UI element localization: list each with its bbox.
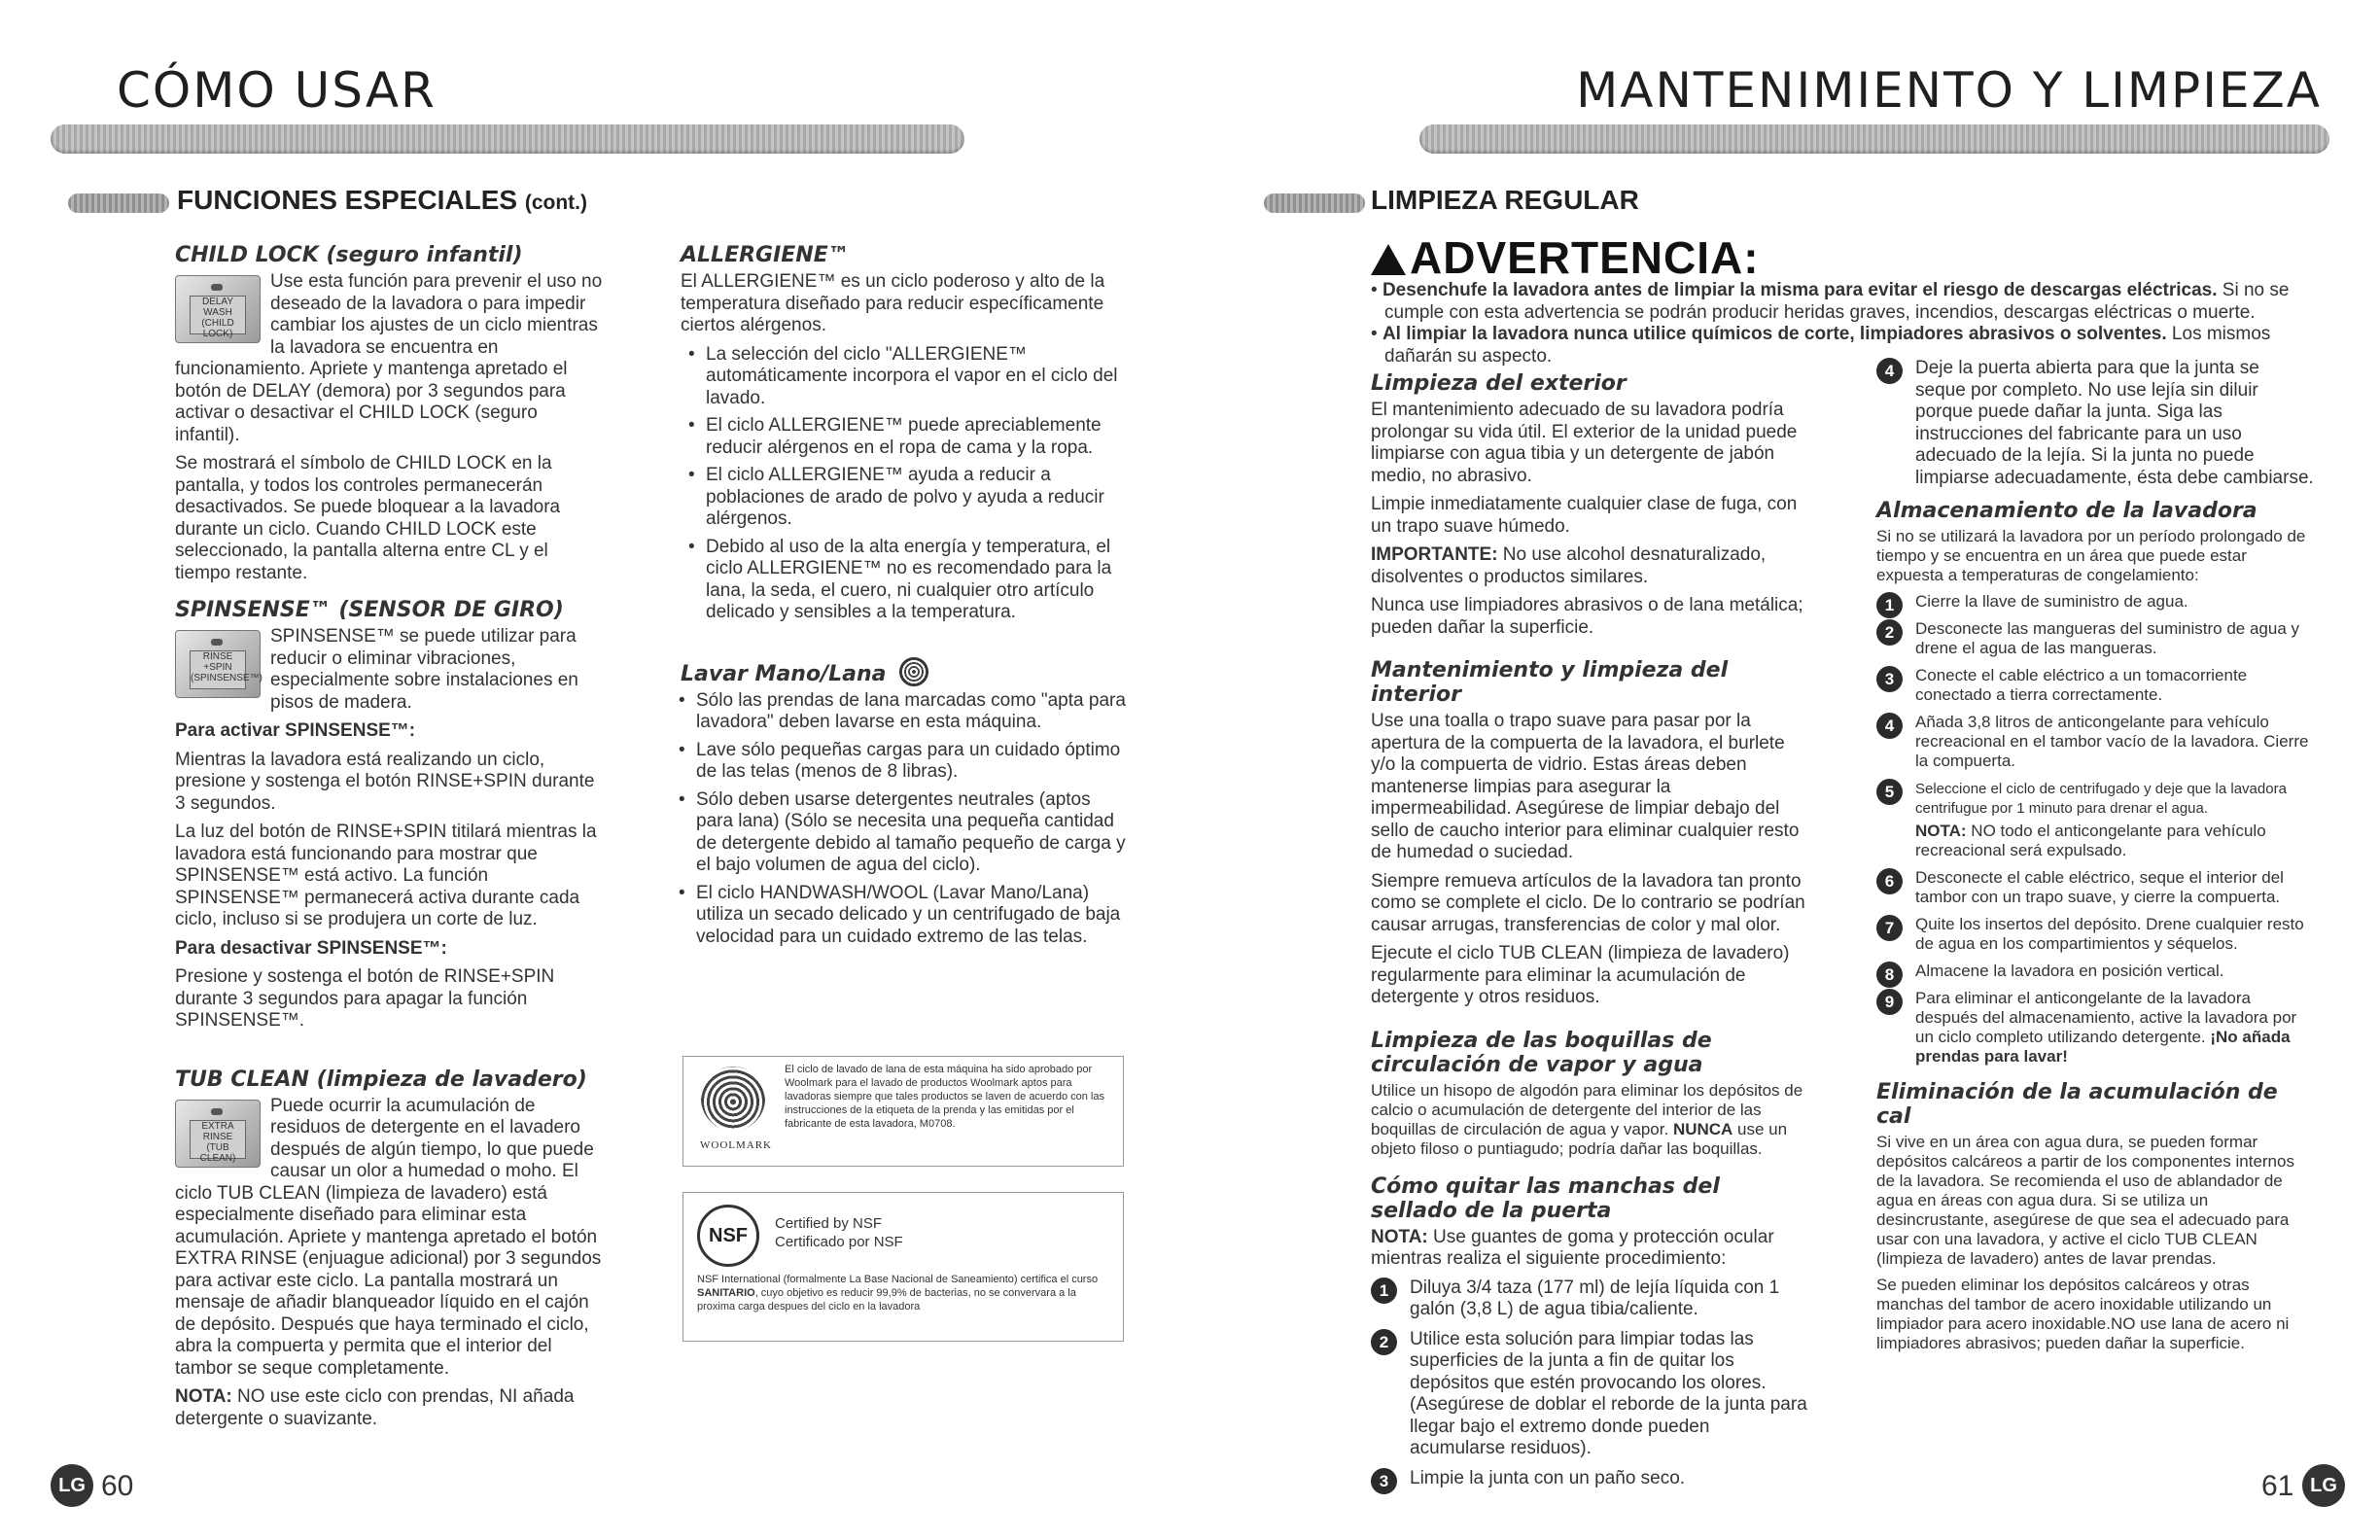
exterior-p3: IMPORTANTE: No use alcohol desnaturalizado, disolventes o productos similares.: [1371, 544, 1767, 587]
woolmark-text: El ciclo de lavado de lana de esta máquina ha sido aprobado por Woolmark para el lavado de productos Woolmark aptos para lavadoras siempre que tales productos se laven de acuerdo con las instrucciones de la etiqueta de la prenda y las emitidas por el fabricante de esta lavadora, M0708.: [785, 1064, 1104, 1130]
cal-heading: Eliminación de la acumulación de cal: [1876, 1080, 2278, 1129]
exterior-p4: Nunca use limpiadores abrasivos o de lana metálica; pueden dañar la superficie.: [1371, 595, 1803, 638]
interior-heading: Mantenimiento y limpieza del interior: [1371, 658, 1729, 707]
list-item: • Sólo las prendas de lana marcadas como "apta para lavadora" deben lavarse en esta máquina.: [696, 690, 1128, 734]
nsf-box: [682, 1192, 1124, 1342]
nsf-text: NSF International (formalmente La Base Nacional de Saneamiento) certifica el curso SANITARIO, cuyo objetivo es reducir 99,9% de bacterias, no se convervara a la proxima carga despues del ciclo en la lavadora: [697, 1274, 1099, 1312]
lg-logo-left: LG: [51, 1464, 93, 1507]
manchas-note: NOTA: Use guantes de goma y protección ocular mientras realiza el siguiente procedimiento:: [1371, 1226, 1774, 1269]
woolmark-box: [682, 1056, 1124, 1167]
tub-clean-p1: EXTRA RINSE (TUB CLEAN) Puede ocurrir la acumulación de residuos de detergente en el lavadero después de algún tiempo, lo que puede causar un olor a humedad o moho. El ciclo TUB CLEAN (limpieza de lavadero) está especialmente diseñado para eliminar esta acumulación. Apriete y mantenga apretado el botón EXTRA RINSE (enjuague adicional) por 3 segundos para activar este ciclo. La pantalla mostrará un mensaje de añadir blanqueador líquido en el cajón de depósito. Después que haya terminado el ciclo, abra la compuerta y permita que el interior del tambor se seque completamente.: [175, 1095, 602, 1379]
exterior-p2: Limpie inmediatamente cualquier clase de fuga, con un trapo suave húmedo.: [1371, 494, 1798, 537]
right-column-1: [1371, 358, 1808, 1497]
child-lock-heading: CHILD LOCK (seguro infantil): [175, 243, 523, 267]
spinsense-activate-label: Para activar SPINSENSE™:: [175, 720, 416, 741]
left-column-2: [681, 243, 1128, 954]
list-item: 3 Limpie la junta con un paño seco.: [1371, 1468, 1808, 1490]
warning-bullet-2: • Al limpiar la lavadora nunca utilice químicos de corte, limpiadores abrasivos o solventes. Los mismos dañarán su aspecto.: [1371, 324, 2271, 367]
boquillas-p1: Utilice un hisopo de algodón para eliminar los depósitos de calcio o acumulación de detergente del interior de las boquillas de circulación de agua y vapor. NUNCA use un objeto filoso o puntiagudo; podría dañar las boquillas.: [1371, 1080, 1803, 1158]
spinsense-p1: RINSE +SPIN (SPINSENSE™) SPINSENSE™ se puede utilizar para reducir o eliminar vibraciones, especialmente sobre instalaciones en pisos de madera.: [175, 626, 603, 714]
left-header-band: [51, 124, 964, 154]
delay-wash-button-icon: DELAY WASH (CHILD LOCK): [175, 275, 261, 343]
page-number-right: 61: [2261, 1470, 2294, 1502]
extra-rinse-button-icon: EXTRA RINSE (TUB CLEAN): [175, 1100, 261, 1168]
section-heading-text: FUNCIONES ESPECIALES: [177, 185, 518, 215]
interior-p1: Use una toalla o trapo suave para pasar por la apertura de la compuerta de la lavadora, el burlete y/o la compuerta de vidrio. Estas áreas deben mantenerse limpias para asegurar la impermeabilidad. Asegúrese de limpiar debajo del sello de caucho interior para eliminar cualquier resto de humedad o suciedad.: [1371, 711, 1800, 862]
spinsense-deactivate-label: Para desactivar SPINSENSE™:: [175, 937, 447, 959]
woolmark-logo-icon: [701, 1067, 765, 1131]
right-page-title: MANTENIMIENTO Y LIMPIEZA: [1576, 62, 2322, 119]
lavar-bullets: [681, 690, 1128, 949]
section-pill-left: [68, 193, 169, 213]
list-item: 2 Utilice esta solución para limpiar todas las superficies de la junta a fin de quitar los depósitos que estén provocando los olores. (Asegúrese de doblar el reborde de la junta para llegar bajo el extremo donde pueden acumularse residuos).: [1371, 1329, 1808, 1460]
manchas-step-4: [1876, 358, 2314, 489]
almacenamiento-intro: Si no se utilizará la lavadora por un período prolongado de tiempo y se encuentra en un área que puede estar expuesta a temperaturas de congelamiento:: [1876, 527, 2306, 584]
list-item: 8 Almacene la lavadora en posición vertical.: [1876, 962, 2314, 981]
warning-bullets: [1371, 280, 2314, 368]
list-item: 9 Para eliminar el anticongelante de la lavadora después del almacenamiento, active la lavadora por un ciclo completo utilizando detergente. ¡No añada prendas para lavar!: [1876, 989, 2314, 1067]
list-item: • Debido al uso de la alta energía y temperatura, el ciclo ALLERGIENE™ no es recomendado para la lana, la seda, el cuero, ni cualquier otro artículo delicado y sensibles a la temperatura.: [706, 537, 1128, 624]
nsf-logo-icon: NSF: [697, 1205, 759, 1267]
list-item: • El ciclo HANDWASH/WOOL (Lavar Mano/Lana) utiliza un secado delicado y un centrifugado de baja velocidad para un cuidado extremo de las telas.: [696, 883, 1128, 949]
spinsense-p4: Presione y sostenga el botón de RINSE+SPIN durante 3 segundos para apagar la función SPINSENSE™.: [175, 966, 555, 1031]
section-heading-limpieza: LIMPIEZA REGULAR: [1371, 185, 1639, 215]
tub-clean-note: NOTA: NO use este ciclo con prendas, NI añada detergente o suavizante.: [175, 1386, 575, 1429]
list-item: • Lave sólo pequeñas cargas para un cuidado óptimo de las telas (menos de 8 libras).: [696, 740, 1128, 784]
list-item: 2 Desconecte las mangueras del suministro de agua y drene el agua de las mangueras.: [1876, 619, 2314, 658]
right-header-band: [1419, 124, 2329, 154]
allergiene-heading: ALLERGIENE™: [681, 243, 850, 267]
left-column-1: [175, 243, 603, 1437]
allergiene-p1: El ALLERGIENE™ es un ciclo poderoso y alto de la temperatura diseñado para reducir específicamente ciertos alérgenos.: [681, 271, 1105, 335]
list-item: 4 Deje la puerta abierta para que la junta se seque por completo. No use lejía sin diluir porque puede dañar la junta. Siga las instrucciones del fabricante para un uso adecuado de la lejía. Si la junta no puede limpiarse adecuadamente, ésta debe cambiarse.: [1876, 358, 2314, 489]
list-item: 7 Quite los insertos del depósito. Drene cualquier resto de agua en los compartimientos y séquelos.: [1876, 915, 2314, 954]
woolmark-brand: WOOLMARK: [700, 1139, 772, 1151]
almacenamiento-steps: [1876, 592, 2314, 1067]
list-item: 3 Conecte el cable eléctrico a un tomacorriente conectado a tierra correctamente.: [1876, 666, 2314, 705]
interior-p2: Siempre remueva artículos de la lavadora tan pronto como se complete el ciclo. De lo contrario se podrían causar arrugas, transferencias de color y mal olor.: [1371, 870, 1805, 935]
list-item: 1 Diluya 3/4 taza (177 ml) de lejía líquida con 1 galón (3,8 L) de agua tibia/caliente.: [1371, 1278, 1808, 1321]
warning-bullet-1: • Desenchufe la lavadora antes de limpiar la misma para evitar el riesgo de descargas eléctricas. Si no se cumple con esta advertencia se podrán producir heridas graves, incendios, descargas eléctricas o muerte.: [1371, 280, 2290, 323]
nsf-certified: Certified by NSF Certificado por NSF: [775, 1215, 903, 1250]
list-item: 4 Añada 3,8 litros de anticongelante para vehículo recreacional en el tambor vacío de la lavadora. Cierre la compuerta.: [1876, 713, 2314, 771]
rinse-spin-button-icon: RINSE +SPIN (SPINSENSE™): [175, 630, 261, 698]
list-item: • El ciclo ALLERGIENE™ ayuda a reducir a poblaciones de arado de polvo y ayuda a reducir alérgenos.: [706, 465, 1128, 531]
allergiene-bullets: [681, 344, 1128, 624]
list-item: • El ciclo ALLERGIENE™ puede apreciablemente reducir alérgenos en el ropa de cama y la ropa.: [706, 415, 1128, 459]
left-page-title: CÓMO USAR: [117, 62, 437, 119]
list-item: • La selección del ciclo "ALLERGIENE™ automáticamente incorpora el vapor en el ciclo del lavado.: [706, 344, 1128, 410]
manchas-steps: [1371, 1278, 1808, 1490]
spinsense-heading: SPINSENSE™ (SENSOR DE GIRO): [175, 598, 564, 622]
almacenamiento-heading: Almacenamiento de la lavadora: [1876, 499, 2258, 523]
list-item: 5 Seleccione el ciclo de centrifugado y deje que la lavadora centrifugue por 1 minuto para drenar el agua. NOTA: NO todo el anticongelante para vehículo recreacional será expulsado.: [1876, 779, 2314, 860]
section-heading-funciones: [177, 185, 587, 216]
spinsense-p2: Mientras la lavadora está realizando un ciclo, presione y sostenga el botón RINSE+SPIN durante 3 segundos.: [175, 749, 595, 814]
lavar-heading: Lavar Mano/Lana: [681, 657, 1128, 686]
warning-title: ADVERTENCIA:: [1371, 231, 1760, 284]
list-item: 1 Cierre la llave de suministro de agua.: [1876, 592, 2314, 612]
wool-care-icon: [899, 657, 928, 686]
section-pill-right: [1264, 193, 1365, 213]
lg-logo-right: LG: [2302, 1464, 2345, 1507]
page-number-left: 60: [101, 1470, 134, 1502]
warning-triangle-icon: [1371, 244, 1406, 275]
list-item: • Sólo deben usarse detergentes neutrales (aptos para lana) (Sólo se necesita una pequeña cantidad de detergente debido al tamaño pequeño de carga y el bajo volumen de agua del ciclo).: [696, 789, 1128, 877]
manchas-heading: Cómo quitar las manchas del sellado de la puerta: [1371, 1173, 1720, 1223]
child-lock-p1: DELAY WASH (CHILD LOCK) Use esta función para prevenir el uso no deseado de la lavadora o para impedir cambiar los ajustes de un ciclo mientras la lavadora se encuentra en funcionamiento. Apriete y mantenga apretado el botón de DELAY (demora) por 3 segundos para activar o desactivar el CHILD LOCK (seguro infantil).: [175, 271, 603, 445]
cal-p1: Si vive en un área con agua dura, se pueden formar depósitos calcáreos a partir de los componentes internos de la lavadora. Se recomienda el uso de ablandador de agua en áreas con agua dura. Si se utiliza un desincrustante, asegúrese de que sea el adecuado para usar con una lavadora, y active el ciclo TUB CLEAN (limpieza de lavadero) antes de lavar prendas.: [1876, 1133, 2294, 1268]
right-column-2: [1876, 358, 2314, 1360]
child-lock-p2: Se mostrará el símbolo de CHILD LOCK en la pantalla, y todos los controles permanecerán desactivados. Se puede bloquear a la lavadora durante un ciclo. Cuando CHILD LOCK este seleccionado, la pantalla alterna entre CL y el tiempo restante.: [175, 453, 561, 583]
list-item: 6 Desconecte el cable eléctrico, seque el interior del tambor con un trapo suave, y cierre la compuerta.: [1876, 868, 2314, 907]
boquillas-heading: Limpieza de las boquillas de circulación de vapor y agua: [1371, 1028, 1712, 1077]
section-cont-text: (cont.): [524, 192, 587, 214]
exterior-heading: Limpieza del exterior: [1371, 371, 1627, 396]
exterior-p1: El mantenimiento adecuado de su lavadora podría prolongar su vida útil. El exterior de la unidad puede limpiarse con agua tibia y un detergente de jabón medio, no abrasivo.: [1371, 400, 1798, 486]
tub-clean-heading: TUB CLEAN (limpieza de lavadero): [175, 1067, 587, 1092]
cal-p2: Se pueden eliminar los depósitos calcáreos y otras manchas del tambor de acero inoxidable utilizando un limpiador para acero inoxidable.NO use lana de acero ni limpiadores abrasivos; pueden dañar la superficie.: [1876, 1276, 2290, 1352]
spinsense-p3: La luz del botón de RINSE+SPIN titilará mientras la lavadora está funcionando para mostrar que SPINSENSE™ está activo. La función SPINSENSE™ permanecerá activa durante cada ciclo, incluso si se produjera un corte de luz.: [175, 822, 597, 929]
interior-p3: Ejecute el ciclo TUB CLEAN (limpieza de lavadero) regularmente para eliminar la acumulación de detergente y otros residuos.: [1371, 943, 1790, 1007]
